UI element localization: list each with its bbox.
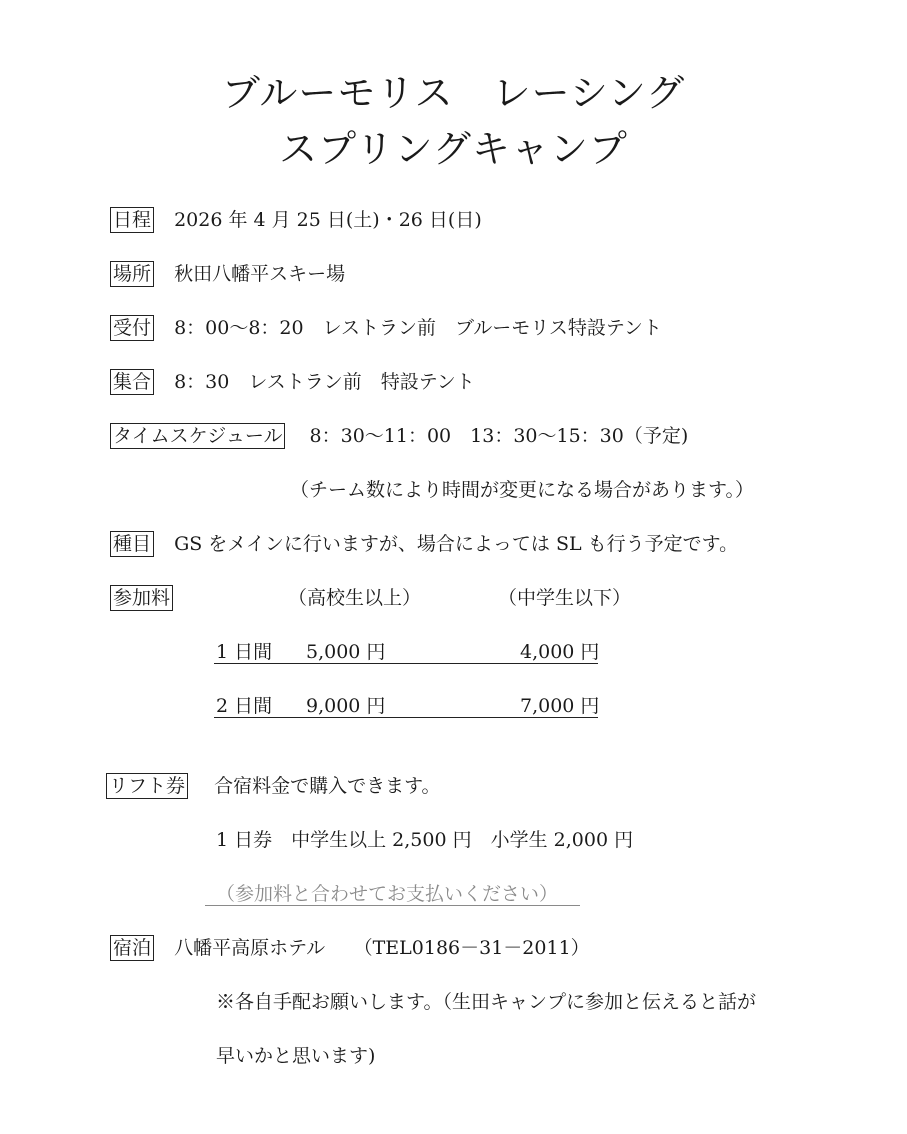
venue-row	[110, 261, 345, 287]
fee-label-wrap	[110, 585, 173, 611]
assembly-value: 8：30 レストラン前 特設テント	[174, 371, 475, 393]
events-label: 種目	[110, 531, 154, 557]
fee-row-period: 2 日間	[216, 695, 273, 717]
venue-label: 場所	[110, 261, 154, 287]
fee-row-period: 1 日間	[216, 641, 273, 663]
page-title-line1: ブルーモリス レーシング	[221, 71, 686, 115]
assembly-row	[110, 369, 475, 395]
lift-row	[106, 773, 441, 799]
venue-value: 秋田八幡平スキー場	[174, 263, 346, 285]
events-value: GS をメインに行いますが、場合によっては SL も行う予定です。	[174, 533, 739, 555]
lodging-row	[110, 935, 590, 961]
schedule-row	[110, 423, 688, 449]
reception-value: 8：00〜8：20 レストラン前 ブルーモリス特設テント	[174, 317, 662, 339]
lift-value: 合宿料金で購入できます。	[214, 775, 441, 797]
fee-label: 参加料	[110, 585, 173, 611]
reception-row	[110, 315, 662, 341]
schedule-value: 8：30〜11：00 13：30〜15：30（予定)	[309, 425, 689, 447]
fee-col-middle: （中学生以下）	[498, 587, 632, 609]
fee-row-middle: 4,000 円	[520, 641, 600, 663]
fee-row-middle: 7,000 円	[520, 695, 600, 717]
reception-label: 受付	[110, 315, 154, 341]
fee-row-high: 9,000 円	[306, 695, 386, 717]
page-title-line2: スプリングキャンプ	[279, 127, 628, 171]
date-value: 2026 年 4 月 25 日(土)・26 日(日)	[174, 209, 482, 231]
lodging-value: 八幡平高原ホテル （TEL0186－31－2011）	[174, 937, 590, 959]
fee-col-high: （高校生以上）	[288, 587, 422, 609]
events-row	[110, 531, 738, 557]
date-row	[110, 207, 482, 233]
lodging-note-line2: 早いかと思います)	[216, 1045, 376, 1067]
lift-detail: 1 日券 中学生以上 2,500 円 小学生 2,000 円	[216, 829, 634, 851]
schedule-label: タイムスケジュール	[110, 423, 285, 449]
assembly-label: 集合	[110, 369, 154, 395]
schedule-note: （チーム数により時間が変更になる場合があります。）	[290, 479, 754, 501]
fee-row-underline	[214, 663, 598, 664]
lodging-note-line1: ※各自手配お願いします。（生田キャンプに参加と伝えると話が	[216, 991, 756, 1013]
date-label: 日程	[110, 207, 154, 233]
lift-note: （参加料と合わせてお支払いください）	[216, 883, 559, 905]
fee-row-underline	[214, 717, 598, 718]
fee-row-high: 5,000 円	[306, 641, 386, 663]
lodging-label: 宿泊	[110, 935, 154, 961]
lift-label: リフト券	[106, 773, 188, 799]
lift-note-underline	[205, 905, 580, 906]
